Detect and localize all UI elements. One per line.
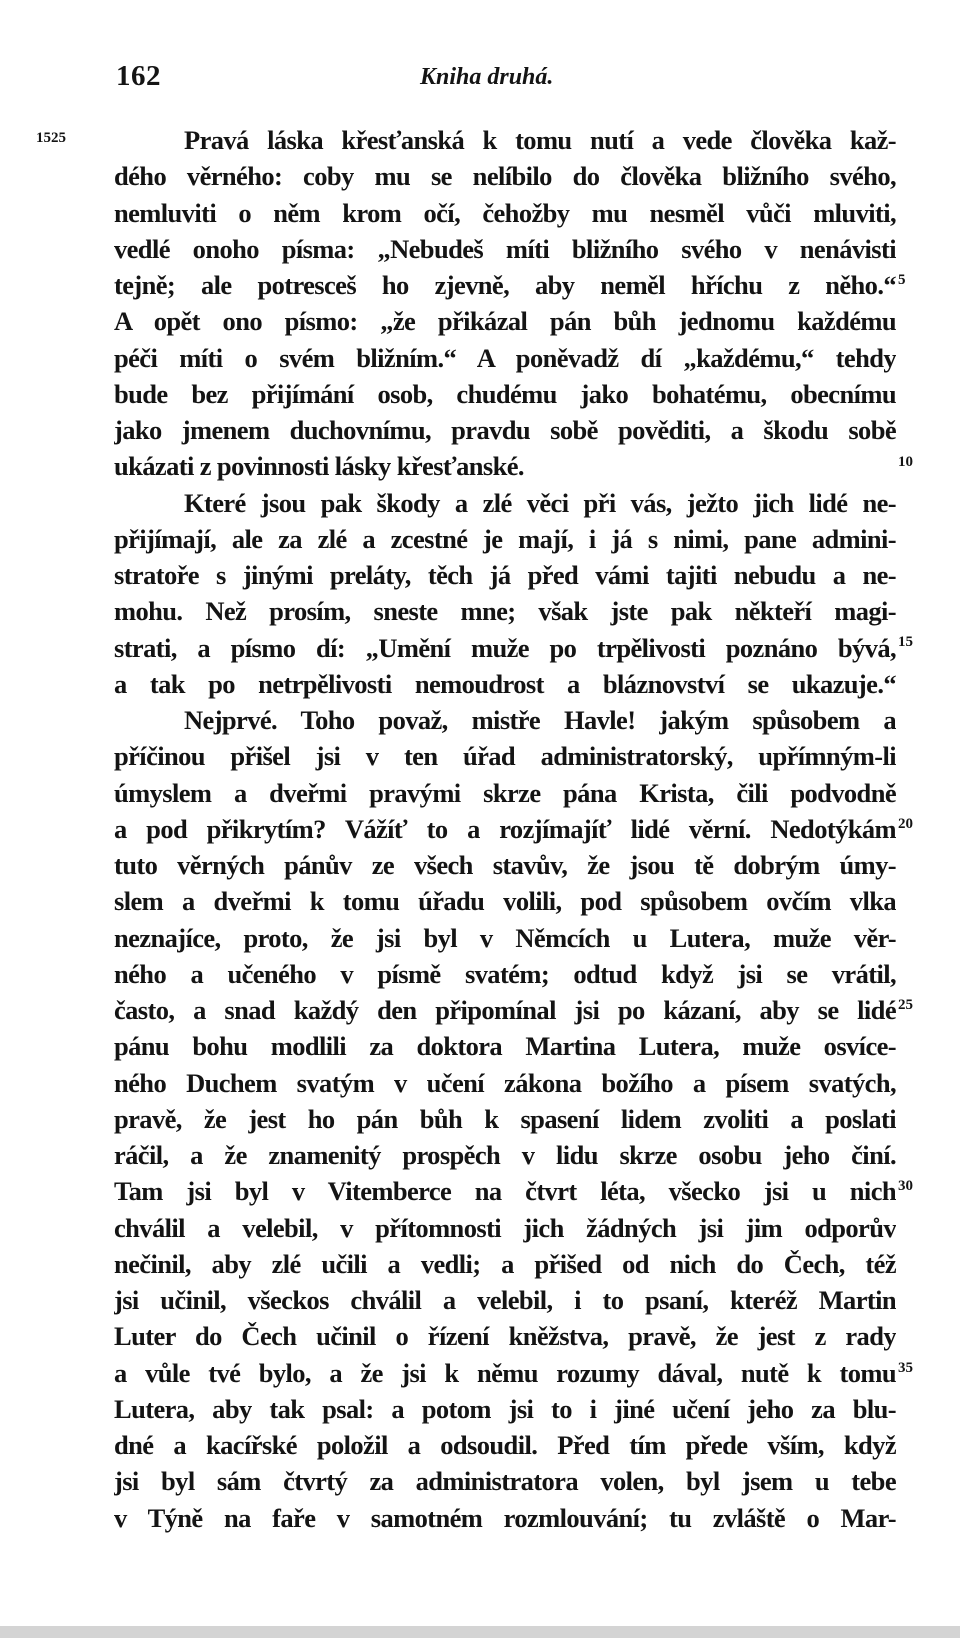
page-bottom-edge — [0, 1626, 960, 1638]
page-header — [112, 60, 892, 104]
line-number: 15 — [898, 634, 913, 650]
text-line: mohu. Než prosím, sneste mne; však jste pak někteří magi- — [114, 596, 896, 627]
text-line: pravě, že jest ho pán bůh k spasení lidem zvoliti a poslati — [114, 1103, 896, 1134]
running-title: Kniha druhá. — [420, 64, 554, 90]
line-number: 35 — [898, 1360, 913, 1376]
text-line: často, a snad každý den připomínal jsi po kázaní, aby se lidé — [114, 995, 896, 1025]
text-line: a tak po netrpělivosti nemoudrost a bláznovství se ukazuje.“ — [114, 668, 896, 699]
text-line: Luter do Čech učinil o řízení kněžstva, pravě, že jest z rady — [114, 1321, 896, 1352]
text-line: péči míti o svém bližním.“ A poněvadž dí „každému,“ tehdy — [114, 342, 896, 373]
text-line: úmyslem a dveřmi pravými skrze pána Krista, čili podvodně — [114, 777, 896, 808]
page-number: 162 — [116, 60, 161, 92]
text-line: Pravá láska křesťanská k tomu nutí a vede člověka kaž- — [184, 125, 896, 155]
text-line: a pod přikrytím? Vážíť to a rozjímajíť lidé věrní. Nedotýkám — [114, 813, 896, 844]
text-line: chválil a velebil, v přítomnosti jich žádných jsi jim odporův — [114, 1212, 896, 1243]
text-line: jsi byl sám čtvrtý za administratora volen, byl jsem u tebe — [114, 1466, 896, 1497]
text-line: příčinou přišel jsi v ten úřad administratorský, upřímným-li — [114, 741, 896, 772]
text-line: A opět ono písmo: „že přikázal pán bůh jednomu každému — [114, 306, 896, 337]
text-line: pánu bohu modlili za doktora Martina Lutera, muže osvíce- — [114, 1031, 896, 1062]
text-line: ráčil, a že znamenitý prospěch v lidu skrze osobu jeho činí. — [114, 1140, 896, 1170]
line-number: 30 — [898, 1178, 913, 1194]
body-text — [114, 122, 896, 1536]
text-line: strati, a písmo dí: „Umění muže po trpělivosti poznáno bývá, — [114, 632, 896, 663]
text-line: ného a učeného v písmě svatém; odtud když jsi se vrátil, — [114, 958, 896, 989]
text-line: ného Duchem svatým v učení zákona božího a písem svatých, — [114, 1067, 896, 1098]
text-line: neznajíce, proto, že jsi byl v Němcích u Lutera, muže věr- — [114, 922, 896, 953]
text-line: stratoře s jinými preláty, těch já před vámi tajiti nebudu a ne- — [114, 560, 896, 590]
text-line: dého věrného: coby mu se nelíbilo do člověka bližního svého, — [114, 161, 896, 192]
line-number: 20 — [898, 816, 913, 832]
text-line: nečinil, aby zlé učili a vedli; a přišed od nich do Čech, též — [114, 1248, 896, 1279]
text-line: Tam jsi byl v Vitemberce na čtvrt léta, všecko jsi u nich — [114, 1176, 896, 1207]
text-line: jako jmenem duchovnímu, pravdu sobě pověditi, a škodu sobě — [114, 415, 896, 445]
text-line: Lutera, aby tak psal: a potom jsi to i jiné učení jeho za blu- — [114, 1393, 896, 1424]
text-line: nemluviti o něm krom očí, čehožby mu nesměl vůči mluviti, — [114, 197, 896, 228]
text-line: slem a dveřmi k tomu úřadu volili, pod spůsobem ovčím vlka — [114, 886, 896, 917]
text-line: v Týně na faře v samotném rozmlouvání; tu zvláště o Mar- — [114, 1502, 896, 1533]
text-line: Nejprvé. Toho považ, mistře Havle! jakým spůsobem a — [184, 705, 896, 735]
text-line: jsi učinil, všeckos chválil a velebil, i to psaní, kteréž Martin — [114, 1285, 896, 1315]
text-line: vedlé onoho písma: „Nebudeš míti bližního svého v nenávisti — [114, 233, 896, 264]
text-line: a vůle tvé bylo, a že jsi k němu rozumy dával, nutě k tomu — [114, 1357, 896, 1388]
line-number: 25 — [898, 997, 913, 1013]
text-line: přijímají, ale za zlé a zcestné je mají, i já s nimi, pane admini- — [114, 523, 896, 554]
line-number: 5 — [898, 272, 906, 288]
text-line: ukázati z povinnosti lásky křesťanské. — [114, 451, 524, 482]
text-line: tejně; ale potresceš ho zjevně, aby neměl hříchu z něho.“ — [114, 270, 896, 300]
margin-year: 1525 — [36, 130, 66, 146]
text-line: dné a kacířské položil a odsoudil. Před tím přede vším, když — [114, 1430, 896, 1460]
text-line: bude bez přijímání osob, chudému jako bohatému, obecnímu — [114, 378, 896, 409]
text-line: tuto věrných pánův ze všech stavův, že jsou tě dobrým úmy- — [114, 850, 896, 880]
line-number: 10 — [898, 454, 913, 470]
text-line: Které jsou pak škody a zlé věci při vás, ježto jich lidé ne- — [184, 487, 896, 518]
